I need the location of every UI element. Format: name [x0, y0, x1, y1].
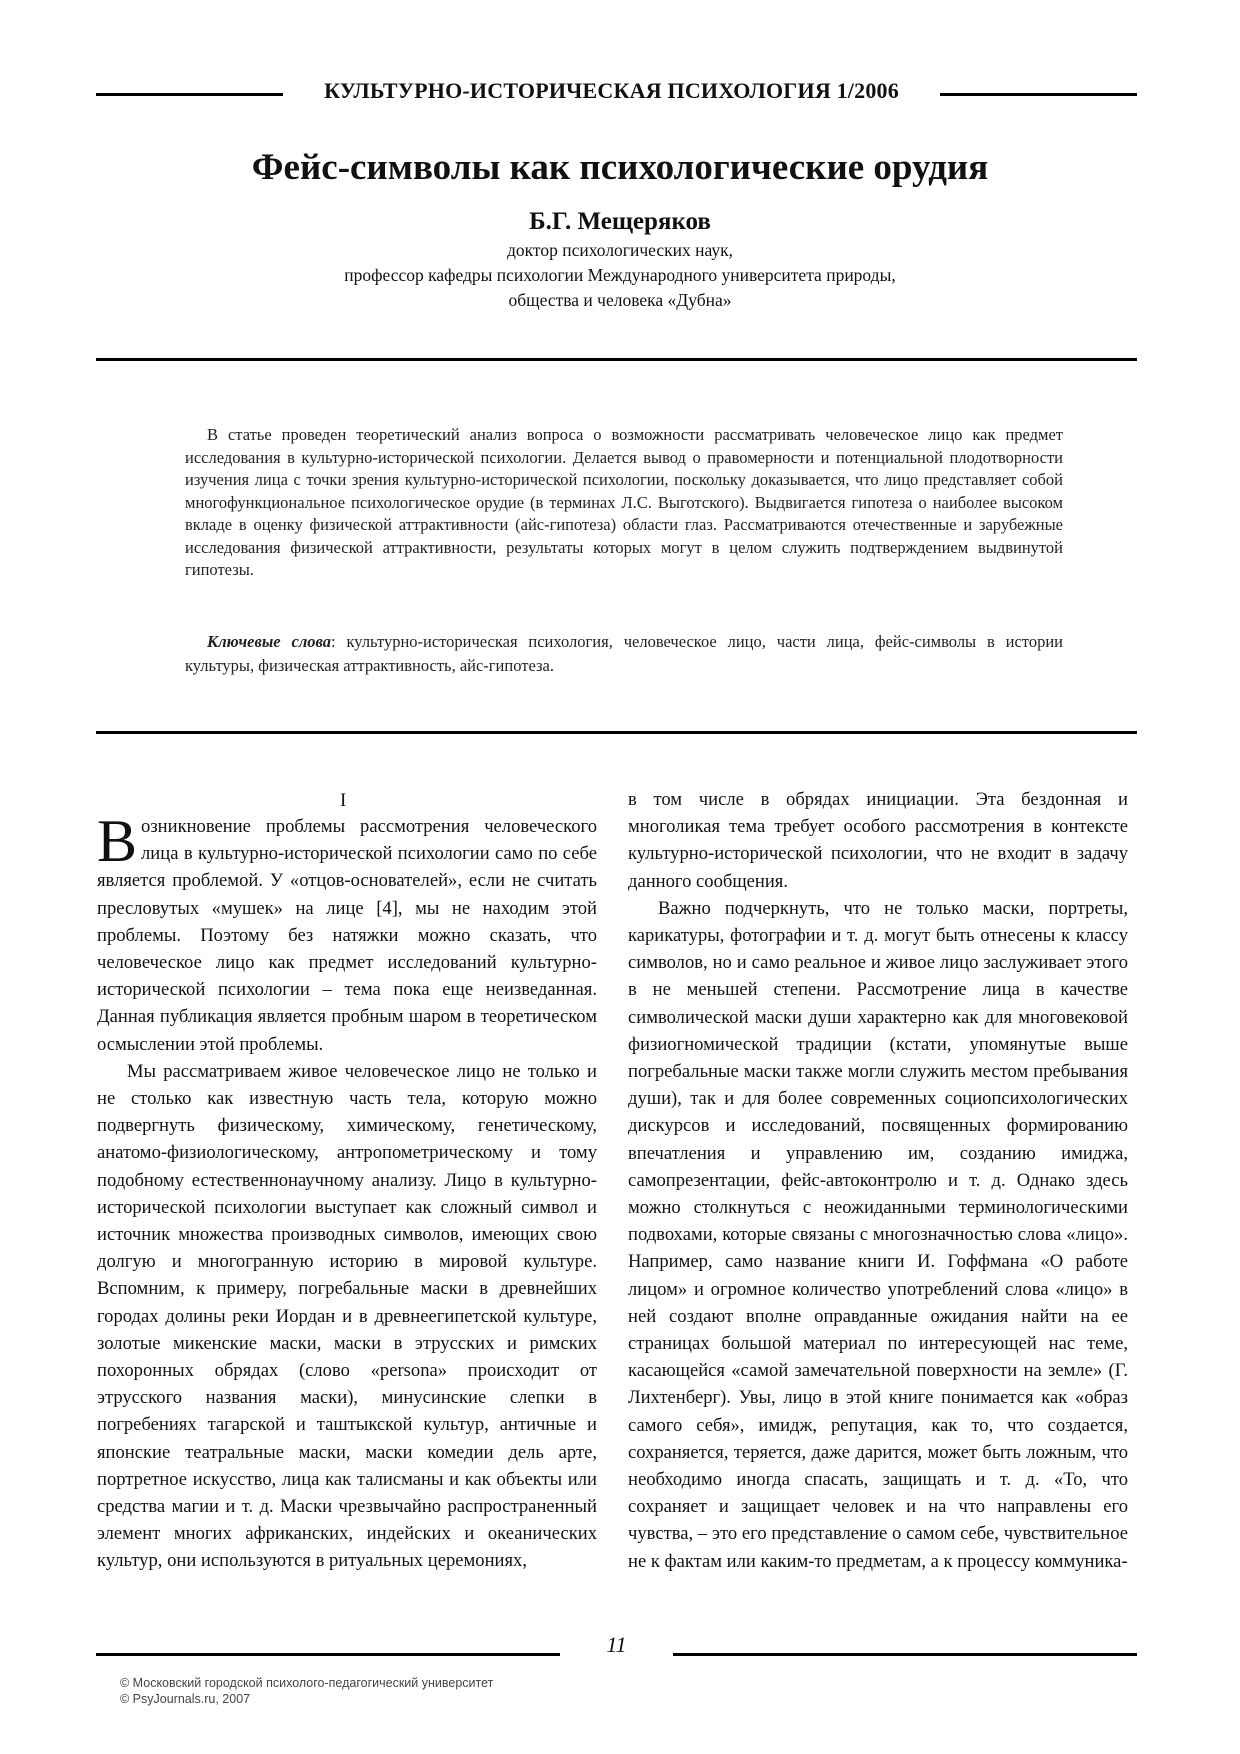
abstract: В статье проведен теоретический анализ вопроса о возможности рассматривать человеческое лицо как предмет исследования в культурно-исторической психологии. Делается вывод о правомерности и потенциальной плодотворности изучения лица с точки зрения культурно-исторической психологии, поскольку доказывается, что лицо представляет собой многофункциональное психологическое орудие (в терминах Л.С. Выготского). Выдвигается гипотеза о наиболее высоком вкладе в оценку физической аттрактивности (айс-гипотеза) области глаз. Рассматриваются отечественные и зарубежные исследования физической аттрактивности, результаты которых могут в целом служить подтверждением выдвинутой гипотезы. — [185, 425, 1063, 579]
paragraph — [97, 808, 597, 1058]
divider-top — [96, 358, 1137, 361]
footer-rule-right — [673, 1653, 1137, 1656]
footer-rule-left — [96, 1653, 560, 1656]
paragraph-text: озникновение проблемы рассмотрения человеческого лица в культурно-исторической психологии само по себе является проблемой. У «отцов-основателей», если не считать пресловутых «мушек» на лице [4], мы не находим этой проблемы. Поэтому без натяжки можно сказать, что человеческое лицо как предмет исследований культурно-исторической психологии – тема пока еще неизведанная. Данная публикация является пробным шаром в теоретическом осмыслении этой проблемы. — [97, 816, 597, 1055]
copyright-line: © PsyJournals.ru, 2007 — [120, 1692, 251, 1706]
page-number: 11 — [606, 1632, 627, 1657]
body-column-left — [97, 808, 597, 1575]
paragraph: Важно подчеркнуть, что не только маски, портреты, карикатуры, фотографии и т. д. могут быть отнесены к классу символов, но и само реальное и живое лицо заслуживает этого в не меньшей степени. Рассмотрение лица в качестве символической маски души характерно как для многовековой физиогномической традиции (кстати, упомянутые выше погребальные маски также могли служить местом пребывания души), так и для более современных социопсихологических дискурсов и исследований, посвященных формированию впечатления и управлению им, созданию имиджа, самопрезентации, фейс-автоконтролю и т. д. Однако здесь можно столкнуться с неожиданными терминологическими подвохами, которые связаны с многозначностью слова «лицо». Например, само название книги И. Гоффмана «О работе лицом» и огромное количество употреблений слова «лицо» в ней создают вполне оправданные ожидания найти на ее страницах большой материал по интересующей нас теме, касающейся «самой замечательной поверхности на земле» (Г. Лихтенберг). Увы, лицо в этой книге понимается как «образ самого себя», имидж, репутация, как то, что создается, сохраняется, теряется, даже дарится, может быть ложным, что необходимо иногда спасать, защищать и т. д. «То, что сохраняет и защищает человек и на что направлены его чувства, – это его представление о самом себе, чувствительное не к фактам или каким-то предметам, а к процессу коммуника- — [628, 897, 1128, 1572]
drop-cap: В — [97, 808, 138, 874]
divider-middle — [96, 731, 1137, 734]
copyright-line: © Московский городской психолого-педагогический университет — [120, 1676, 494, 1690]
section-number: I — [340, 790, 347, 811]
article-title: Фейс-символы как психологические орудия — [251, 147, 989, 188]
paragraph: в том числе в обрядах инициации. Эта бездонная и многоликая тема требует особого рассмотрения в контексте культурно-исторической психологии, что не входит в задачу данного сообщения. — [628, 789, 1128, 892]
keywords-text: : культурно-историческая психология, человеческое лицо, части лица, фейс-символы в истории культуры, физическая аттрактивность, айс-гипотеза. — [185, 632, 1063, 675]
affiliation-line: доктор психологических наук, — [507, 240, 733, 260]
affiliation-line: профессор кафедры психологии Международного университета природы, — [344, 265, 896, 285]
affiliation-line: общества и человека «Дубна» — [508, 290, 732, 310]
author-affiliation — [0, 238, 1240, 313]
paragraph: Мы рассматриваем живое человеческое лицо не только и не столько как известную часть тела, которую можно подвергнуть физическому, химическому, генетическому, анатомо-физиологическому, антропометрическому и тому подобному естественнонаучному анализу. Лицо в культурно-исторической психологии выступает как сложный символ и источник множества производных символов, имеющих свою долгую и многогранную историю в мировой культуре. Вспомним, к примеру, погребальные маски в древнейших городах долины реки Иордан и в древнеегипетской культуре, золотые микенские маски, маски в этрусских и римских похоронных обрядах (слово «persona» происходит от этрусского названия маски), минусинские слепки в погребениях тагарской и таштыкской культур, античные и японские театральные маски, маски комедии дель арте, портретное искусство, лица как талисманы и как объекты или средства магии и т. д. Маски чрезвычайно распространенный элемент многих африканских, индейских и океанических культур, они используются в ритуальных церемониях, — [97, 1060, 597, 1572]
author-name: Б.Г. Мещеряков — [529, 208, 711, 235]
keywords — [185, 630, 1063, 678]
header-rule-left — [96, 93, 283, 96]
keywords-label: Ключевые слова — [207, 632, 332, 651]
body-column-right — [628, 786, 1128, 1575]
journal-title: КУЛЬТУРНО-ИСТОРИЧЕСКАЯ ПСИХОЛОГИЯ 1/2006 — [324, 78, 899, 103]
header-rule-right — [940, 93, 1137, 96]
